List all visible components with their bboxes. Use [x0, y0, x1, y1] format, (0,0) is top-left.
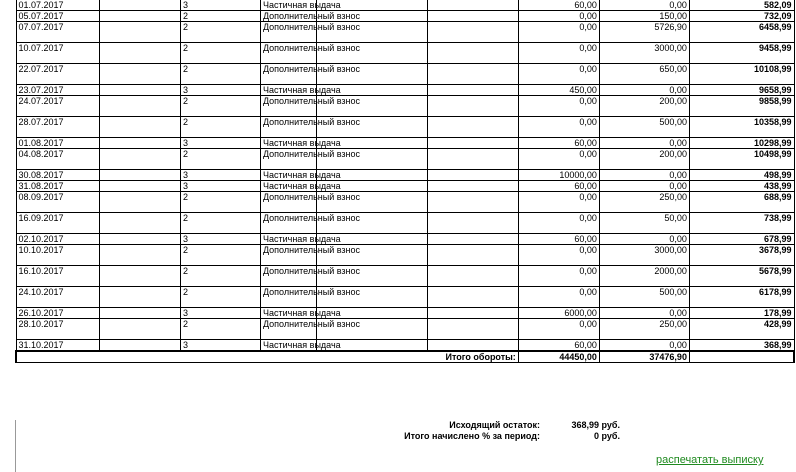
debit-cell: 60,00 — [518, 181, 599, 192]
debit-cell: 6000,00 — [518, 308, 599, 319]
table-row — [16, 245, 794, 266]
balance-cell: 368,99 — [689, 340, 794, 352]
desc-cell: Дополнительный взнос — [260, 43, 316, 64]
credit-cell: 50,00 — [599, 213, 689, 234]
credit-cell: 500,00 — [599, 287, 689, 308]
table-row — [16, 85, 794, 96]
statement-summary — [300, 420, 620, 442]
blank-cell — [99, 234, 180, 245]
desc-cell: Частичная выдача — [260, 0, 316, 11]
totals-credit: 37476,90 — [599, 351, 689, 363]
statement-sheet — [15, 0, 795, 363]
credit-cell: 3000,00 — [599, 245, 689, 266]
code-cell: 2 — [180, 266, 260, 287]
closing-balance-label: Исходящий остаток: — [449, 420, 540, 430]
debit-cell: 0,00 — [518, 117, 599, 138]
blank-cell — [99, 308, 180, 319]
table-row — [16, 266, 794, 287]
blank-cell — [427, 245, 518, 266]
balance-cell: 178,99 — [689, 308, 794, 319]
credit-cell: 0,00 — [599, 340, 689, 352]
blank-cell — [427, 340, 518, 352]
blank-cell — [427, 85, 518, 96]
date-cell: 30.08.2017 — [16, 170, 99, 181]
balance-cell: 3678,99 — [689, 245, 794, 266]
date-cell: 16.10.2017 — [16, 266, 99, 287]
desc-cell: Частичная выдача — [260, 234, 316, 245]
blank-cell — [99, 85, 180, 96]
balance-cell: 10298,99 — [689, 138, 794, 149]
desc-cell: Дополнительный взнос — [260, 11, 316, 22]
code-cell: 2 — [180, 319, 260, 340]
code-cell: 3 — [180, 181, 260, 192]
table-row — [16, 0, 794, 11]
blank-cell — [99, 192, 180, 213]
blank-cell — [99, 245, 180, 266]
debit-cell: 0,00 — [518, 96, 599, 117]
credit-cell: 250,00 — [599, 319, 689, 340]
date-cell: 02.10.2017 — [16, 234, 99, 245]
code-cell: 2 — [180, 192, 260, 213]
code-cell: 2 — [180, 117, 260, 138]
credit-cell: 500,00 — [599, 117, 689, 138]
date-cell: 31.10.2017 — [16, 340, 99, 352]
date-cell: 01.08.2017 — [16, 138, 99, 149]
credit-cell: 5726,90 — [599, 22, 689, 43]
totals-balance-cell — [689, 351, 794, 363]
code-cell: 2 — [180, 245, 260, 266]
date-cell: 08.09.2017 — [16, 192, 99, 213]
debit-cell: 0,00 — [518, 22, 599, 43]
blank-cell — [427, 22, 518, 43]
table-row — [16, 22, 794, 43]
blank-cell — [99, 149, 180, 170]
credit-cell: 0,00 — [599, 181, 689, 192]
interest-total-label: Итого начислено % за период: — [404, 431, 540, 441]
closing-balance-line — [300, 420, 620, 431]
interest-total-line — [300, 431, 620, 442]
blank-cell — [427, 43, 518, 64]
desc-cell: Частичная выдача — [260, 138, 316, 149]
table-row — [16, 149, 794, 170]
blank-cell — [99, 0, 180, 11]
table-row — [16, 287, 794, 308]
credit-cell: 0,00 — [599, 85, 689, 96]
blank-cell — [427, 170, 518, 181]
blank-cell — [427, 117, 518, 138]
table-row — [16, 181, 794, 192]
credit-cell: 0,00 — [599, 138, 689, 149]
blank-cell — [99, 181, 180, 192]
credit-cell: 0,00 — [599, 308, 689, 319]
balance-cell: 438,99 — [689, 181, 794, 192]
code-cell: 3 — [180, 85, 260, 96]
date-cell: 28.10.2017 — [16, 319, 99, 340]
date-cell: 31.08.2017 — [16, 181, 99, 192]
blank-cell — [427, 308, 518, 319]
debit-cell: 60,00 — [518, 234, 599, 245]
debit-cell: 0,00 — [518, 43, 599, 64]
blank-cell — [427, 11, 518, 22]
credit-cell: 250,00 — [599, 192, 689, 213]
desc-cell: Дополнительный взнос — [260, 266, 316, 287]
date-cell: 04.08.2017 — [16, 149, 99, 170]
debit-cell: 0,00 — [518, 319, 599, 340]
credit-cell: 200,00 — [599, 149, 689, 170]
blank-cell — [427, 266, 518, 287]
table-row — [16, 234, 794, 245]
credit-cell: 650,00 — [599, 64, 689, 85]
table-row — [16, 11, 794, 22]
date-cell: 23.07.2017 — [16, 85, 99, 96]
balance-cell: 582,09 — [689, 0, 794, 11]
desc-cell: Дополнительный взнос — [260, 213, 316, 234]
code-cell: 3 — [180, 308, 260, 319]
blank-cell — [99, 22, 180, 43]
desc-cell: Дополнительный взнос — [260, 245, 316, 266]
balance-cell: 10498,99 — [689, 149, 794, 170]
balance-cell: 688,99 — [689, 192, 794, 213]
totals-row — [16, 351, 794, 363]
debit-cell: 0,00 — [518, 192, 599, 213]
code-cell: 2 — [180, 22, 260, 43]
debit-cell: 0,00 — [518, 11, 599, 22]
blank-cell — [427, 96, 518, 117]
code-cell: 3 — [180, 234, 260, 245]
balance-cell: 428,99 — [689, 319, 794, 340]
code-cell: 3 — [180, 138, 260, 149]
desc-cell: Частичная выдача — [260, 340, 316, 352]
code-cell: 2 — [180, 43, 260, 64]
desc-cell: Частичная выдача — [260, 170, 316, 181]
blank-cell — [99, 138, 180, 149]
credit-cell: 0,00 — [599, 0, 689, 11]
blank-cell — [99, 340, 180, 352]
blank-cell — [99, 170, 180, 181]
debit-cell: 0,00 — [518, 266, 599, 287]
blank-cell — [99, 64, 180, 85]
blank-cell — [427, 149, 518, 170]
debit-cell: 0,00 — [518, 64, 599, 85]
blank-cell — [99, 117, 180, 138]
blank-cell — [427, 181, 518, 192]
desc-cell: Дополнительный взнос — [260, 96, 316, 117]
balance-cell: 10108,99 — [689, 64, 794, 85]
balance-cell: 738,99 — [689, 213, 794, 234]
blank-cell — [99, 319, 180, 340]
balance-cell: 9458,99 — [689, 43, 794, 64]
debit-cell: 0,00 — [518, 245, 599, 266]
statement-rows — [16, 0, 794, 351]
balance-cell: 10358,99 — [689, 117, 794, 138]
debit-cell: 60,00 — [518, 340, 599, 352]
table-row — [16, 192, 794, 213]
debit-cell: 0,00 — [518, 213, 599, 234]
date-cell: 07.07.2017 — [16, 22, 99, 43]
table-row — [16, 213, 794, 234]
credit-cell: 0,00 — [599, 170, 689, 181]
blank-cell — [99, 11, 180, 22]
date-cell: 05.07.2017 — [16, 11, 99, 22]
table-row — [16, 340, 794, 352]
debit-cell: 10000,00 — [518, 170, 599, 181]
code-cell: 3 — [180, 170, 260, 181]
debit-cell: 60,00 — [518, 138, 599, 149]
table-row — [16, 138, 794, 149]
code-cell: 3 — [180, 340, 260, 352]
blank-cell — [427, 192, 518, 213]
blank-cell — [427, 319, 518, 340]
blank-cell — [427, 0, 518, 11]
table-row — [16, 64, 794, 85]
print-statement-link[interactable]: распечатать выписку — [656, 454, 764, 466]
table-row — [16, 43, 794, 64]
credit-cell: 2000,00 — [599, 266, 689, 287]
desc-cell: Дополнительный взнос — [260, 64, 316, 85]
desc-cell: Частичная выдача — [260, 308, 316, 319]
balance-cell: 498,99 — [689, 170, 794, 181]
date-cell: 26.10.2017 — [16, 308, 99, 319]
desc-cell: Дополнительный взнос — [260, 319, 316, 340]
date-cell: 01.07.2017 — [16, 0, 99, 11]
credit-cell: 3000,00 — [599, 43, 689, 64]
blank-cell — [99, 287, 180, 308]
blank-cell — [99, 266, 180, 287]
credit-cell: 0,00 — [599, 234, 689, 245]
desc-cell: Дополнительный взнос — [260, 192, 316, 213]
desc-cell: Частичная выдача — [260, 181, 316, 192]
blank-cell — [99, 213, 180, 234]
table-row — [16, 170, 794, 181]
debit-cell: 0,00 — [518, 287, 599, 308]
desc-cell: Дополнительный взнос — [260, 22, 316, 43]
date-cell: 10.10.2017 — [16, 245, 99, 266]
balance-cell: 9658,99 — [689, 85, 794, 96]
desc-cell: Дополнительный взнос — [260, 149, 316, 170]
code-cell: 2 — [180, 287, 260, 308]
debit-cell: 450,00 — [518, 85, 599, 96]
blank-cell — [427, 234, 518, 245]
balance-cell: 678,99 — [689, 234, 794, 245]
date-cell: 22.07.2017 — [16, 64, 99, 85]
blank-cell — [427, 213, 518, 234]
blank-cell — [427, 287, 518, 308]
statement-table — [15, 0, 795, 363]
table-row — [16, 319, 794, 340]
balance-cell: 6458,99 — [689, 22, 794, 43]
date-cell: 28.07.2017 — [16, 117, 99, 138]
credit-cell: 150,00 — [599, 11, 689, 22]
desc-cell: Частичная выдача — [260, 85, 316, 96]
date-cell: 16.09.2017 — [16, 213, 99, 234]
desc-cell: Дополнительный взнос — [260, 117, 316, 138]
code-cell: 3 — [180, 0, 260, 11]
balance-cell: 9858,99 — [689, 96, 794, 117]
blank-cell — [427, 64, 518, 85]
code-cell: 2 — [180, 11, 260, 22]
blank-cell — [99, 96, 180, 117]
date-cell: 10.07.2017 — [16, 43, 99, 64]
debit-cell: 0,00 — [518, 149, 599, 170]
debit-cell: 60,00 — [518, 0, 599, 11]
date-cell: 24.10.2017 — [16, 287, 99, 308]
date-cell: 24.07.2017 — [16, 96, 99, 117]
table-row — [16, 96, 794, 117]
totals-label: Итого обороты: — [16, 351, 518, 363]
blank-cell — [427, 138, 518, 149]
totals-debit: 44450,00 — [518, 351, 599, 363]
desc-cell: Дополнительный взнос — [260, 287, 316, 308]
code-cell: 2 — [180, 213, 260, 234]
balance-cell: 6178,99 — [689, 287, 794, 308]
credit-cell: 200,00 — [599, 96, 689, 117]
blank-cell — [99, 43, 180, 64]
code-cell: 2 — [180, 64, 260, 85]
interest-total-value: 0 руб. — [594, 431, 620, 441]
balance-cell: 5678,99 — [689, 266, 794, 287]
table-row — [16, 117, 794, 138]
closing-balance-value: 368,99 руб. — [571, 420, 620, 430]
table-row — [16, 308, 794, 319]
code-cell: 2 — [180, 96, 260, 117]
code-cell: 2 — [180, 149, 260, 170]
page-edge-line — [15, 420, 16, 472]
balance-cell: 732,09 — [689, 11, 794, 22]
